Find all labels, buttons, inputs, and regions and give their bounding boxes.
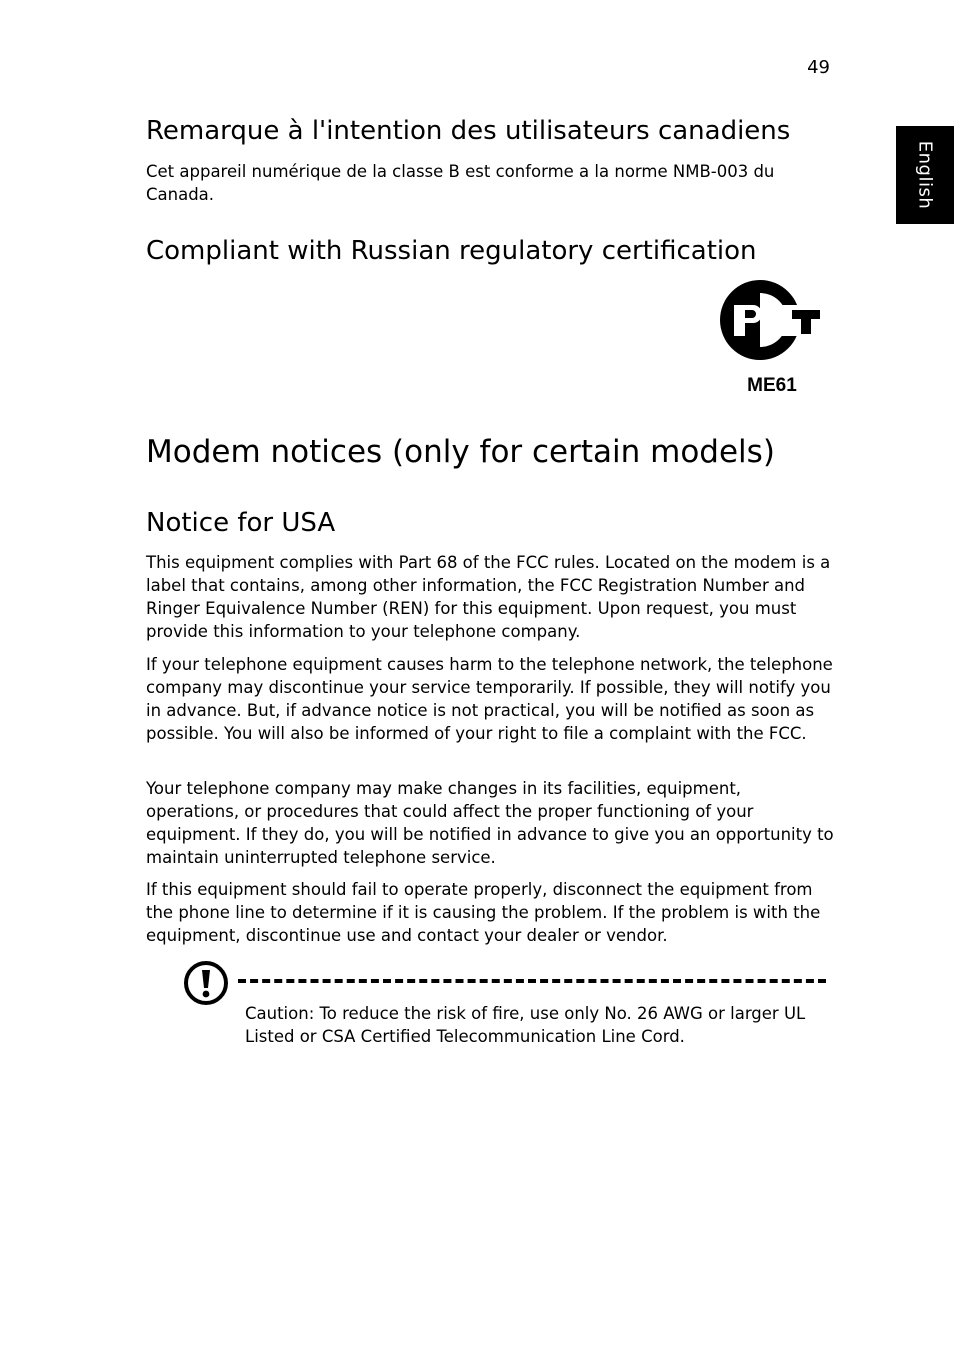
- caution-note: [245, 1002, 825, 1048]
- exclamation-circle-icon: [182, 959, 230, 1007]
- caution-dashed-rule: [238, 979, 826, 983]
- usa-paragraph-1: This equipment complies with Part 68 of the FCC rules. Located on the modem is a label that contains, among other information, the FCC Registration Number and Ringer Equivalence Number (REN) for this equipment. Upon request, you must provide this information to your telephone company.: [146, 553, 831, 641]
- side-tab: [896, 126, 954, 224]
- pct-certification-mark-icon: [716, 280, 824, 362]
- caution-text: To reduce the risk of fire, use only No. 26 AWG or larger UL Listed or CSA Certified Telecommunication Line Cord.: [245, 1004, 806, 1046]
- page-number: 49: [807, 57, 830, 78]
- subsection-heading-usa: Notice for USA: [146, 508, 336, 538]
- caution-label: Caution:: [245, 1004, 315, 1023]
- section-heading-russia: Compliant with Russian regulatory certification: [146, 236, 757, 266]
- canada-paragraph: Cet appareil numérique de la classe B est conforme a la norme NMB-003 du Canada.: [146, 162, 775, 204]
- side-tab-label: English: [914, 140, 936, 210]
- usa-paragraph-2: If your telephone equipment causes harm to the telephone network, the telephone company may discontinue your service temporarily. If possible, they will notify you in advance. But, if advance notice is not practical, you will be notified as soon as possible. You will also be informed of your right to file a complaint with the FCC.: [146, 655, 833, 743]
- usa-paragraph-3: Your telephone company may make changes in its facilities, equipment, operations, or procedures that could affect the proper functioning of your equipment. If they do, you will be notified in advance to give you an opportunity to maintain uninterrupted telephone service.: [146, 779, 834, 867]
- usa-paragraph-4: If this equipment should fail to operate properly, disconnect the equipment from the phone line to determine if it is causing the problem. If the problem is with the equipment, discontinue use and contact your dealer or vendor.: [146, 880, 821, 945]
- section-heading-canada: Remarque à l'intention des utilisateurs canadiens: [146, 116, 791, 146]
- logo-caption: ME61: [747, 375, 797, 396]
- chapter-title: Modem notices (only for certain models): [146, 434, 775, 470]
